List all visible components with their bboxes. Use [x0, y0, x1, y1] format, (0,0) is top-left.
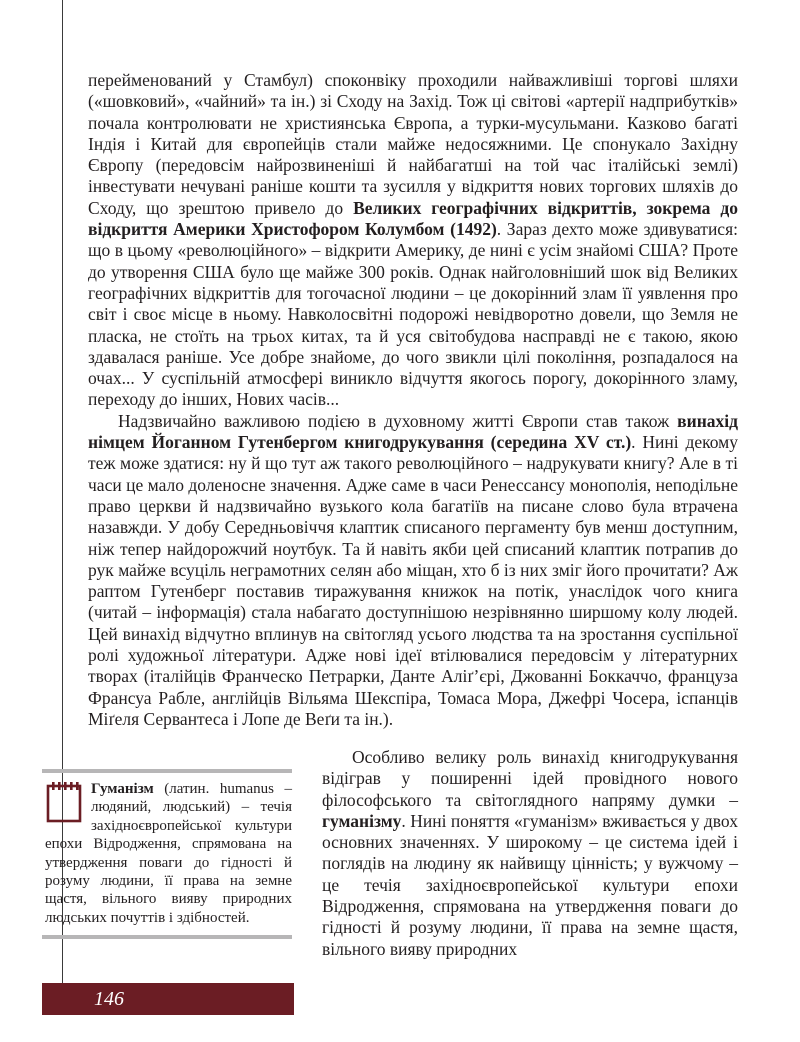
glossary-definition: (латин. humanus – людяний, людський) – течія західноєвропейської культури епохи Відродження, спрямована на утвердження поваги до гідності й розуму людини, її права на земне щастя, вільного вияву природних людських почуттів і здібностей.: [45, 781, 292, 926]
text-run: Надзвичайно важливою подією в духовному житті Європи став також: [118, 410, 678, 431]
bold-run: гуманізму: [322, 810, 402, 831]
glossary-top-rule: [42, 769, 292, 773]
text-run: . Нині поняття «гуманізм» вживається у двох основних значеннях. У широкому – це система ідей і поглядів на людину як найвищу цінність; у вужчому – це течія західноєвропейської культури епохи Відродження, спрямована на утвердження поваги до гідності й розуму людини, її права на земне щастя, вільного вияву природних: [322, 810, 738, 959]
text-run: . Нині декому теж може здатися: ну й що тут аж такого революційного – надрукувати книгу? Але в ті часи це мало доленосне значення. Адже саме в часи Ренессансу монополія, неподільне право церкви й надзвичайно вузького кола багатіїв на писане слово була втрачена назавжди. У добу Середньовіччя клаптик списаного пергаменту був менш доступним, ніж тепер найдорожчий ноутбук. Та й навіть якби цей списаний клаптик потрапив до рук майже всуціль неграмотних селян або міщан, хто б із них зміг його прочитати? Аж раптом Гутенберг поставив тиражування книжок на потік, унаслідок чого книга (читай – інформація) стала набагато доступнішою незрівнянно ширшому колу людей. Цей винахід відчутно вплинув на світогляд усього людства та на зростання суспільної ролі художньої літератури. Адже нові ідеї втілювалися передовсім у літературних творах (італійців Франческо Петрарки, Данте Аліґ’єрі, Джованні Боккаччо, француза Франсуа Рабле, англійців Вільяма Шекспіра, Томаса Мора, Джефрі Чосера, іспанців Міґеля Сервантеса і Лопе де Веґи та ін.).: [88, 432, 738, 729]
glossary-box: [42, 769, 292, 939]
page-number-tab: [42, 983, 294, 1015]
main-text: [88, 70, 738, 730]
glossary-term: Гуманізм: [91, 781, 154, 797]
paragraph-3: [322, 747, 738, 960]
right-column-text: [322, 747, 738, 960]
bold-run: винахід німцем Йоганном Гутенбергом книгодрукування (середина XV ст.): [88, 410, 738, 453]
glossary-bottom-rule: [42, 935, 292, 939]
text-run: Особливо велику роль винахід книгодрукування відіграв у поширенні ідей провідного нового філософського та світоглядного напряму думки –: [322, 747, 738, 810]
text-run: . Зараз дехто може здивуватися: що в цьому «революційного» – відкрити Америку, де нині є усім знайомі США? Проте до утворення США було ще майже 300 років. Однак найголовніший шок від Великих географічних відкриттів для тогочасної людини – це докорінний злам її уявлення про світ і своє місце в ньому. Навколосвітні подорожі невідворотно довели, що Земля не пласка, не стоїть на трьох китах, та й уся світобудова насправді не є такою, якою здавалася раніше. Усе добре знайоме, до чого звикли цілі покоління, розпадалося на очах... У суспільній атмосфері виникло відчуття якогось порогу, докорінного зламу, переходу до інших, Нових часів...: [88, 219, 738, 410]
text-run: перейменований у Стамбул) споконвіку проходили найважливіші торгові шляхи («шовковий», «чайний» та ін.) зі Сходу на Захід. Тож ці світові «артерії надприбутків» почала контролювати не християнська Європа, а турки-мусульмани. Казково багаті Індія і Китай для європейців стали майже недосяжними. Це спонукало Західну Європу (передовсім найрозвиненіші й найбагатші на той час італійські землі) інвестувати нечувані раніше кошти та зусилля у відкриття нових торгових шляхів до Сходу, що зрештою привело до: [88, 70, 738, 218]
bold-run: Великих географічних відкриттів, зокрема до відкриття Америки Христофором Колумбом (1492): [88, 197, 738, 240]
paragraph-1: [88, 70, 738, 411]
page-number: 146: [94, 988, 124, 1010]
paragraph-2: [88, 411, 738, 730]
notepad-icon: [43, 780, 85, 824]
